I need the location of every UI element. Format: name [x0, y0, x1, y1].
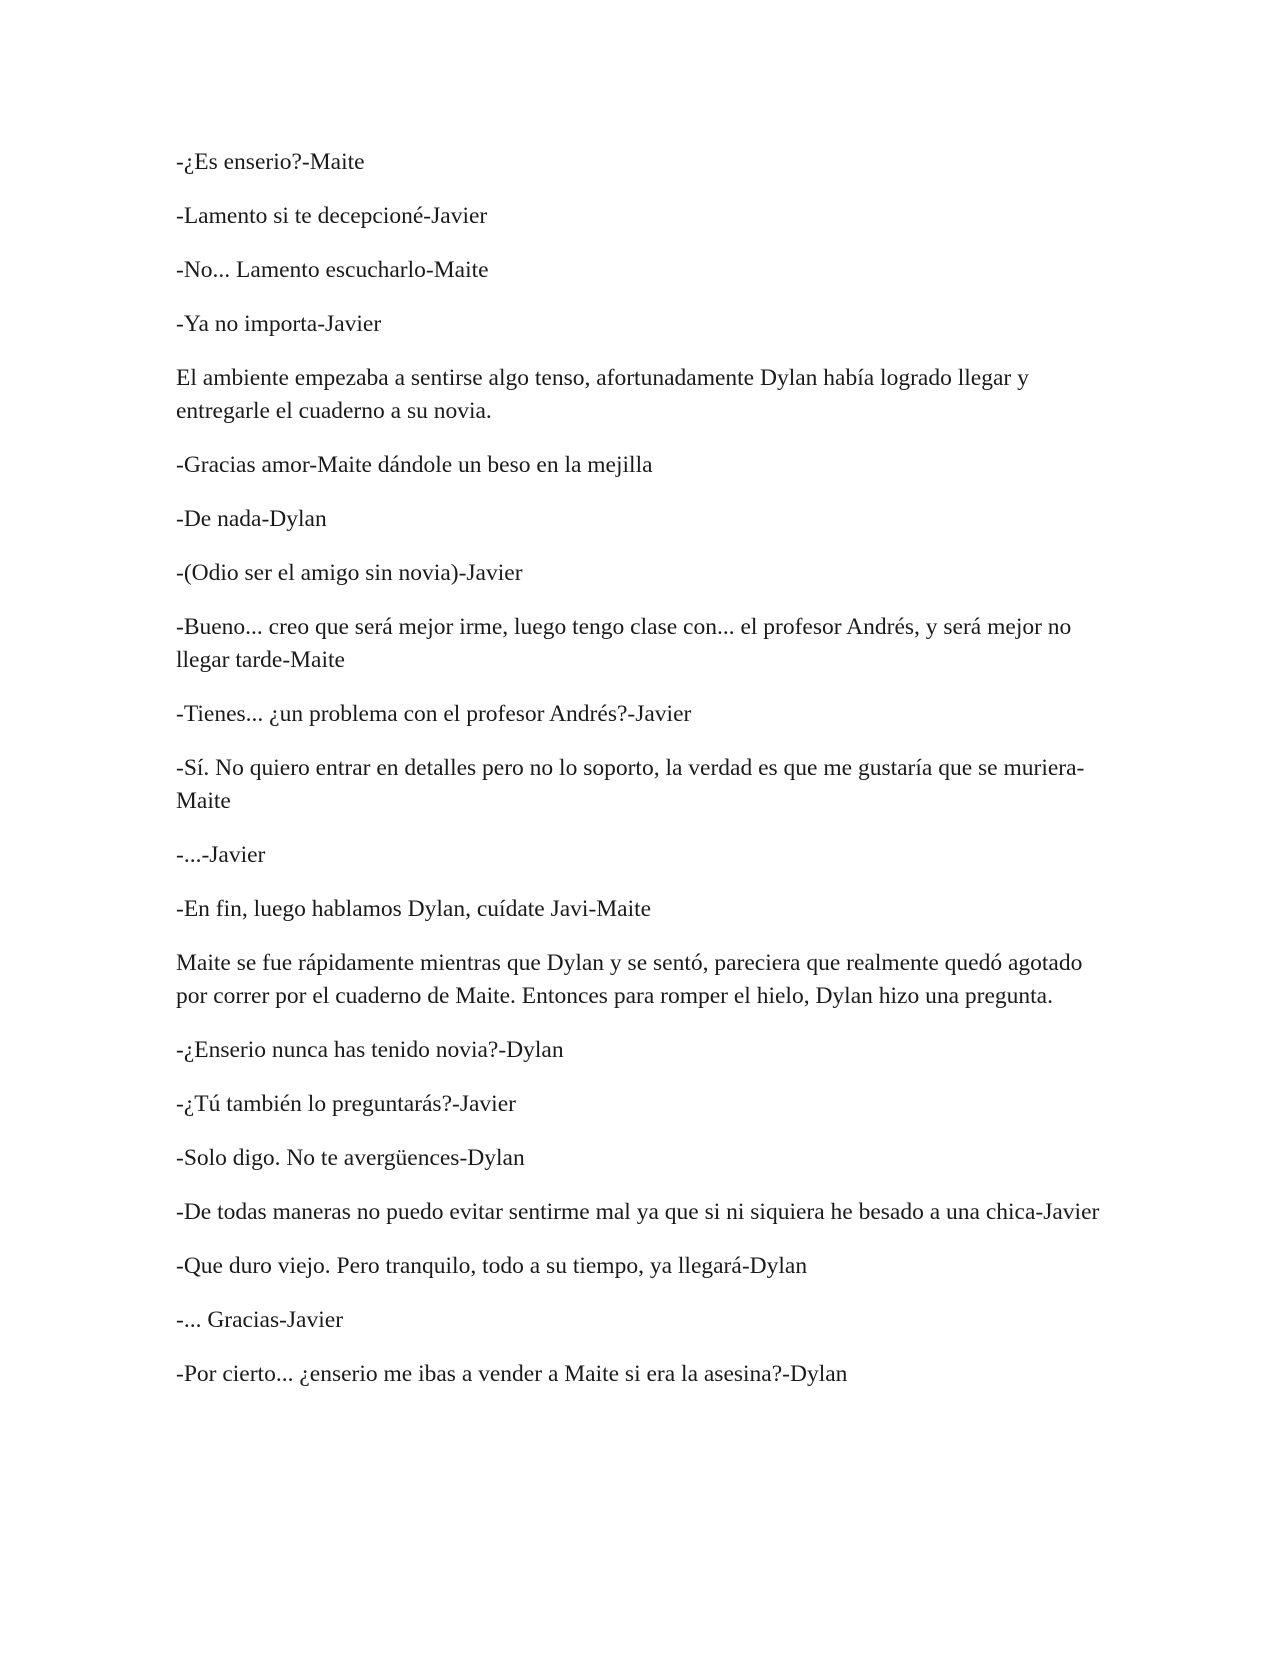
document-body: [176, 146, 1106, 1412]
paragraph: -No... Lamento escucharlo-Maite: [176, 257, 489, 283]
paragraph: -De todas maneras no puedo evitar sentirme mal ya que si ni siquiera he besado a una chica-Javier: [176, 1199, 1100, 1225]
paragraph: -Gracias amor-Maite dándole un beso en la mejilla: [176, 452, 653, 478]
paragraph: -¿Enserio nunca has tenido novia?-Dylan: [176, 1037, 564, 1063]
paragraph: El ambiente empezaba a sentirse algo tenso, afortunadamente Dylan había logrado llegar y entregarle el cuaderno a su novia.: [176, 365, 1029, 424]
paragraph: -¿Tú también lo preguntarás?-Javier: [176, 1091, 516, 1117]
paragraph: -Sí. No quiero entrar en detalles pero no lo soporto, la verdad es que me gustaría que se muriera-Maite: [176, 755, 1085, 814]
paragraph: -Ya no importa-Javier: [176, 311, 382, 337]
paragraph: -... Gracias-Javier: [176, 1307, 344, 1333]
paragraph: -Solo digo. No te avergüences-Dylan: [176, 1145, 525, 1171]
paragraph: -Por cierto... ¿enserio me ibas a vender a Maite si era la asesina?-Dylan: [176, 1361, 848, 1387]
paragraph: -Que duro viejo. Pero tranquilo, todo a su tiempo, ya llegará-Dylan: [176, 1253, 808, 1279]
paragraph: -En fin, luego hablamos Dylan, cuídate Javi-Maite: [176, 896, 652, 922]
paragraph: -De nada-Dylan: [176, 506, 327, 532]
paragraph: -Tienes... ¿un problema con el profesor Andrés?-Javier: [176, 701, 692, 727]
paragraph: -Lamento si te decepcioné-Javier: [176, 203, 488, 229]
paragraph: -¿Es enserio?-Maite: [176, 149, 365, 175]
paragraph: -(Odio ser el amigo sin novia)-Javier: [176, 560, 523, 586]
paragraph: Maite se fue rápidamente mientras que Dylan y se sentó, pareciera que realmente quedó agotado por correr por el cuaderno de Maite. Entonces para romper el hielo, Dylan hizo una pregunta.: [176, 950, 1083, 1009]
paragraph: -...-Javier: [176, 842, 266, 868]
paragraph: -Bueno... creo que será mejor irme, luego tengo clase con... el profesor Andrés, y será mejor no llegar tarde-Maite: [176, 614, 1072, 673]
